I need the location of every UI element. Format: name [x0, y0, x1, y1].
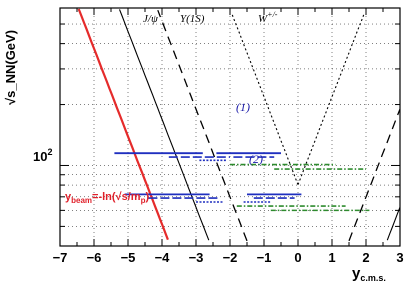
curve-upsilon-right: [349, 109, 400, 241]
curve-upsilon-left: [158, 10, 247, 241]
x-axis-title: $y_{c.m.s.}$: [352, 265, 386, 283]
beam-curve-label: $y_{beam}=-\ln(√s/m_p)$: [65, 191, 150, 205]
x-tick-label: −4: [154, 250, 170, 265]
curve-jpsi-right: [387, 207, 400, 240]
x-tick-label: 3: [396, 250, 404, 265]
curve-beam-left: [79, 9, 168, 240]
curve-label-jpsi: J/ψ: [143, 13, 158, 25]
y-tick-label: $10^2$: [33, 147, 53, 164]
annotation-2: (2): [249, 152, 263, 166]
x-tick-label: −1: [256, 250, 272, 265]
x-tick-label: −5: [120, 250, 136, 265]
x-tick-label: −6: [86, 250, 102, 265]
x-tick-label: 2: [362, 250, 370, 265]
y-axis-title: √s_NN(GeV): [3, 29, 18, 105]
x-tick-label: −2: [222, 250, 238, 265]
x-tick-label: 0: [294, 250, 302, 265]
curve-w-left: [232, 13, 298, 184]
x-tick-label: −7: [52, 250, 68, 265]
curve-label-w: W+/-: [258, 10, 278, 25]
x-tick-label: 1: [328, 250, 336, 265]
curve-w-right: [298, 13, 364, 184]
curve-label-upsilon: Υ(1S): [180, 13, 205, 25]
curve-jpsi-left: [120, 9, 209, 240]
annotation-1: (1): [236, 100, 250, 114]
x-tick-label: −3: [188, 250, 204, 265]
